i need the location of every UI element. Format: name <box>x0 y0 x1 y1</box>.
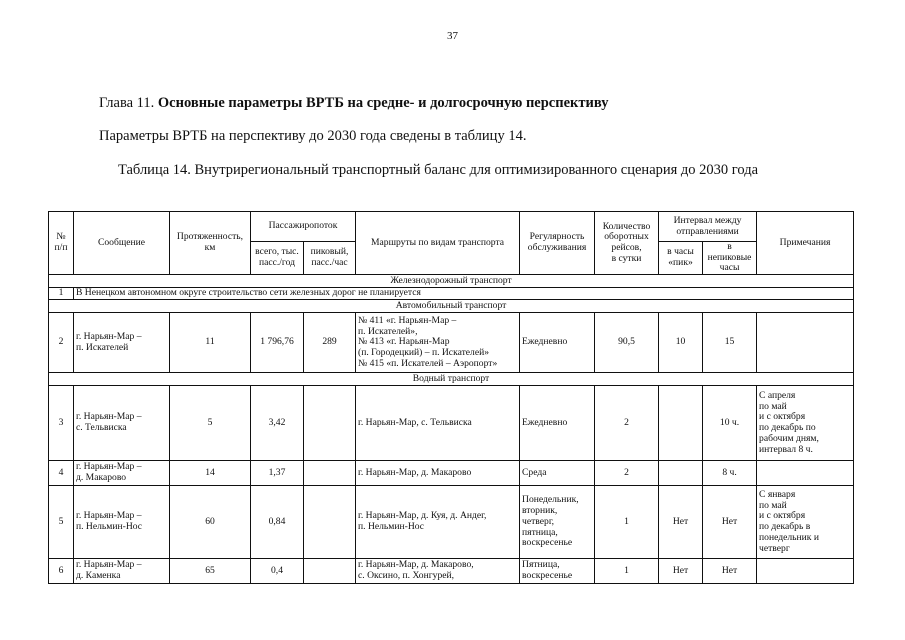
cell-interval-offpeak: 15 <box>703 313 757 373</box>
cell-regularity: Пятница, воскресенье <box>520 559 595 584</box>
cell-pass-total: 1 796,76 <box>251 313 304 373</box>
section-row-water <box>49 373 854 386</box>
cell-route: г. Нарьян-Мар – д. Каменка <box>74 559 170 584</box>
cell-interval-peak <box>659 461 703 486</box>
page-number: 37 <box>447 30 458 42</box>
cell-pass-peak: 289 <box>304 313 356 373</box>
cell-num: 2 <box>49 313 74 373</box>
header-num: № п/п <box>49 212 74 275</box>
cell-pass-peak <box>304 486 356 559</box>
cell-num: 6 <box>49 559 74 584</box>
header-routes-by-type: Маршруты по видам транспорта <box>356 212 520 275</box>
chapter-prefix: Глава 11. <box>99 95 155 111</box>
cell-interval-offpeak: Нет <box>703 559 757 584</box>
cell-routes: г. Нарьян-Мар, с. Тельвиска <box>356 386 520 461</box>
section-rail: Железнодорожный транспорт <box>49 275 854 288</box>
cell-route: г. Нарьян-Мар – п. Искателей <box>74 313 170 373</box>
cell-length: 65 <box>170 559 251 584</box>
table-row <box>49 386 854 461</box>
header-regularity: Регулярность обслуживания <box>520 212 595 275</box>
cell-pass-peak <box>304 461 356 486</box>
cell-length: 11 <box>170 313 251 373</box>
cell-trips: 1 <box>595 486 659 559</box>
cell-interval-peak <box>659 386 703 461</box>
cell-notes <box>757 461 854 486</box>
cell-trips: 2 <box>595 386 659 461</box>
header-pass-total: всего, тыс. пасс./год <box>251 242 304 275</box>
chapter-title: Основные параметры ВРТБ на средне- и долгосрочную перспективу <box>157 95 609 111</box>
header-trips: Количество оборотных рейсов, в сутки <box>595 212 659 275</box>
cell-routes: г. Нарьян-Мар, д. Макарово, с. Оксино, п. Хонгурей, <box>356 559 520 584</box>
cell-trips: 2 <box>595 461 659 486</box>
cell-interval-peak: Нет <box>659 486 703 559</box>
cell-trips: 1 <box>595 559 659 584</box>
header-interval: Интервал между отправлениями <box>659 212 757 242</box>
cell-routes: г. Нарьян-Мар, д. Макарово <box>356 461 520 486</box>
cell-num: 5 <box>49 486 74 559</box>
cell-regularity: Понедельник, вторник, четверг, пятница, воскресенье <box>520 486 595 559</box>
cell-length: 5 <box>170 386 251 461</box>
cell-pass-total: 0,4 <box>251 559 304 584</box>
intro-paragraph: Параметры ВРТБ на перспективу до 2030 года сведены в таблицу 14. <box>99 128 527 144</box>
header-notes: Примечания <box>757 212 854 275</box>
header-length: Протяженность, км <box>170 212 251 275</box>
cell-interval-peak: Нет <box>659 559 703 584</box>
header-interval-peak: в часы «пик» <box>659 242 703 275</box>
cell-route: г. Нарьян-Мар – с. Тельвиска <box>74 386 170 461</box>
cell-length: 60 <box>170 486 251 559</box>
header-route: Сообщение <box>74 212 170 275</box>
header-interval-offpeak: в непиковые часы <box>703 242 757 275</box>
cell-interval-offpeak: Нет <box>703 486 757 559</box>
transport-balance-table <box>48 211 854 584</box>
table-row <box>49 486 854 559</box>
cell-notes <box>757 559 854 584</box>
cell-num: 3 <box>49 386 74 461</box>
header-row-1 <box>49 212 854 242</box>
cell-trips: 90,5 <box>595 313 659 373</box>
cell-notes: С января по май и с октября по декабрь в понедельник и четверг <box>757 486 854 559</box>
cell-notes <box>757 313 854 373</box>
cell-interval-offpeak: 8 ч. <box>703 461 757 486</box>
cell-routes: № 411 «г. Нарьян-Мар – п. Искателей», № 413 «г. Нарьян-Мар (п. Городецкий) – п. Искателей» № 415 «п. Искателей – Аэропорт» <box>356 313 520 373</box>
header-pass-flow: Пассажиропоток <box>251 212 356 242</box>
section-water: Водный транспорт <box>49 373 854 386</box>
cell-pass-total: 0,84 <box>251 486 304 559</box>
cell-routes: г. Нарьян-Мар, д. Куя, д. Андег, п. Нельмин-Нос <box>356 486 520 559</box>
cell-rail-note: В Ненецком автономном округе строительство сети железных дорог не планируется <box>74 288 854 300</box>
table-caption: Таблица 14. Внутрирегиональный транспортный баланс для оптимизированного сценария до 2030 года <box>118 162 759 178</box>
table-row <box>49 288 854 300</box>
cell-length: 14 <box>170 461 251 486</box>
cell-pass-peak <box>304 386 356 461</box>
cell-regularity: Среда <box>520 461 595 486</box>
table-row <box>49 559 854 584</box>
cell-num: 1 <box>49 288 74 300</box>
cell-num: 4 <box>49 461 74 486</box>
table-row <box>49 461 854 486</box>
cell-interval-peak: 10 <box>659 313 703 373</box>
section-road: Автомобильный транспорт <box>49 300 854 313</box>
cell-notes: С апреля по май и с октября по декабрь по рабочим дням, интервал 8 ч. <box>757 386 854 461</box>
section-row-rail <box>49 275 854 288</box>
table-row <box>49 313 854 373</box>
header-pass-peak: пиковый, пасс./час <box>304 242 356 275</box>
cell-regularity: Ежедневно <box>520 386 595 461</box>
cell-route: г. Нарьян-Мар – п. Нельмин-Нос <box>74 486 170 559</box>
cell-pass-peak <box>304 559 356 584</box>
cell-interval-offpeak: 10 ч. <box>703 386 757 461</box>
section-row-road <box>49 300 854 313</box>
cell-regularity: Ежедневно <box>520 313 595 373</box>
chapter-heading <box>99 95 608 112</box>
cell-route: г. Нарьян-Мар – д. Макарово <box>74 461 170 486</box>
cell-pass-total: 1,37 <box>251 461 304 486</box>
cell-pass-total: 3,42 <box>251 386 304 461</box>
